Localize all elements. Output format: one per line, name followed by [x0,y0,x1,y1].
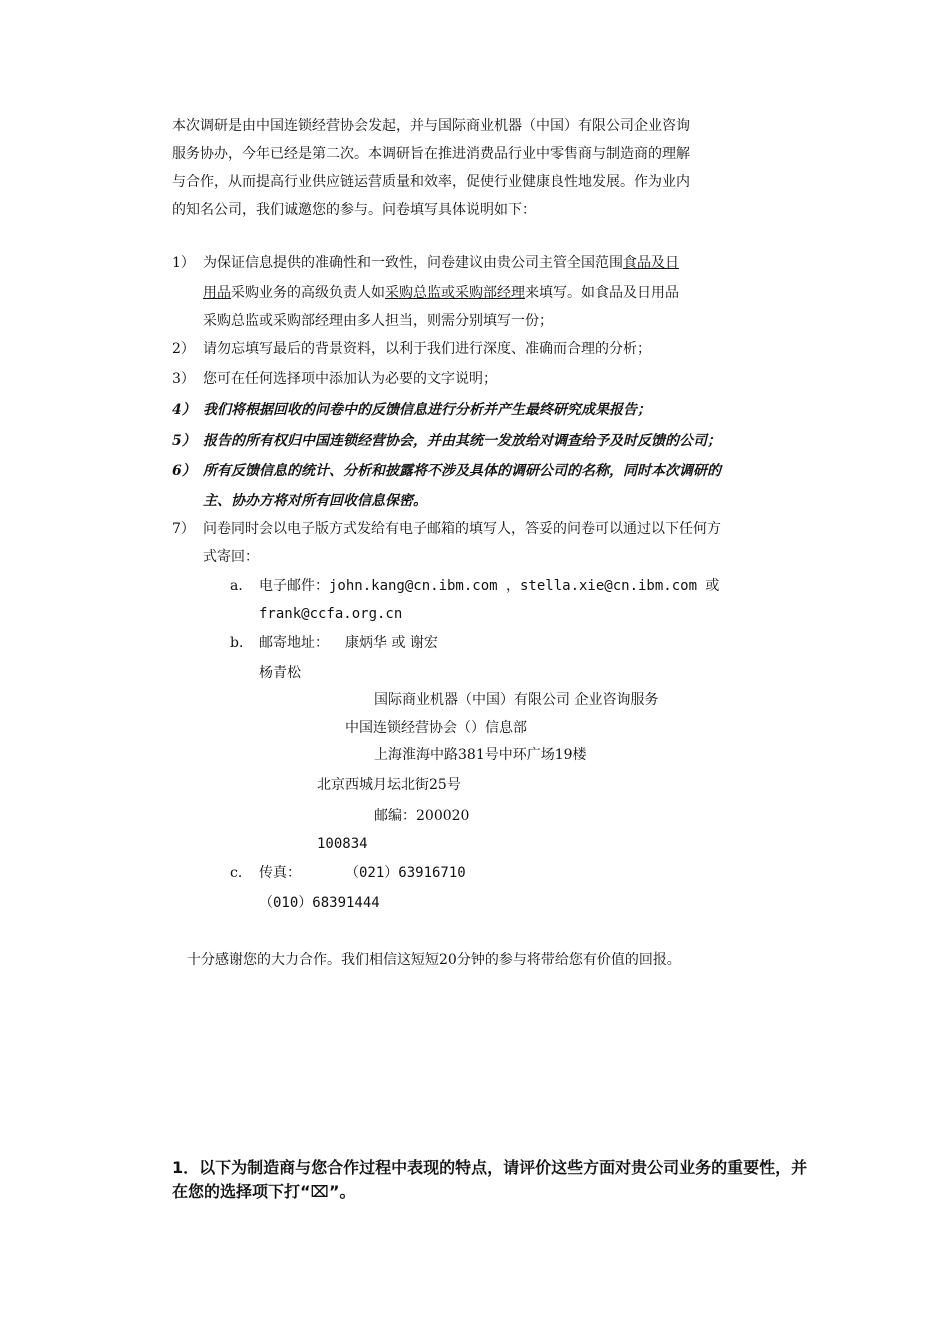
item-6-line-1: 所有反馈信息的统计、分析和披露将不涉及具体的调研公司的名称，同时本次调研的 [203,463,721,479]
question-1-title: 1．以下为制造商与您合作过程中表现的特点，请评价这些方面对贵公司业务的重要性，并在您的选择项下打“⌧”。 [172,1158,808,1201]
option-c-letter: c． [230,865,252,881]
mail-zip-1: 邮编：200020 [374,808,470,824]
item-7-number: 7） [172,521,195,537]
mail-names: 康炳华 或 谢宏 [345,635,438,651]
item-1-line-2: 用品采购业务的高级负责人如采购总监或采购部经理来填写。如食品及日用品 [203,285,679,301]
mail-zip-2: 100834 [317,836,368,852]
intro-line-2: 服务协办，今年已经是第二次。本调研旨在推进消费品行业中零售商与制造商的理解 [172,146,690,162]
email-row [259,576,719,596]
mail-org-2: 中国连锁经营协会（）信息部 [345,720,527,736]
item-2-number: 2） [172,341,195,357]
item-7-line-1: 问卷同时会以电子版方式发给有电子邮箱的填写人，答妥的问卷可以通过以下任何方 [203,521,721,537]
email-label: 电子邮件： [259,578,329,594]
email-address-2: frank@ccfa.org.cn [259,606,403,622]
option-a-letter: a． [230,578,253,594]
mail-org-1: 国际商业机器（中国）有限公司 企业咨询服务 [374,692,659,708]
intro-line-4: 的知名公司，我们诚邀您的参与。问卷填写具体说明如下： [172,202,536,218]
mail-label: 邮寄地址： [259,635,329,651]
item-3-text: 您可在任何选择项中添加认为必要的文字说明； [203,371,497,387]
thanks-text: 十分感谢您的大力合作。我们相信这短短20分钟的参与将带给您有价值的回报。 [187,952,681,968]
item-5-number: 5） [172,433,196,449]
item-4-number: 4） [172,402,196,418]
intro-line-1: 本次调研是由中国连锁经营协会发起，并与国际商业机器（中国）有限公司企业咨询 [172,118,690,134]
item-5-text: 报告的所有权归中国连锁经营协会，并由其统一发放给对调查给予及时反馈的公司； [203,433,721,449]
item-7-line-2: 式寄回： [203,549,259,565]
mail-name-2: 杨青松 [259,665,301,681]
item-6-number: 6） [172,463,196,479]
item-1-line-1: 为保证信息提供的准确性和一致性，问卷建议由贵公司主管全国范围食品及日 [203,255,679,271]
fax-number-1: （021）63916710 [345,865,466,881]
item-1-line-3: 采购总监或采购部经理由多人担当，则需分别填写一份； [203,313,553,329]
item-6-line-2: 主、协办方将对所有回收信息保密。 [203,493,427,509]
intro-line-3: 与合作，从而提高行业供应链运营质量和效率，促使行业健康良性地发展。作为业内 [172,174,690,190]
item-1-number: 1） [172,255,195,271]
item-2-text: 请勿忘填写最后的背景资料，以利于我们进行深度、准确而合理的分析； [203,341,651,357]
fax-number-2: （010）68391444 [259,895,380,911]
email-addresses: john.kang@cn.ibm.com ，stella.xie@cn.ibm.com 或 [329,578,720,594]
fax-label: 传真： [259,865,301,881]
item-3-number: 3） [172,371,195,387]
option-b-letter: b． [230,635,253,651]
mail-address-2: 北京西城月坛北街25号 [317,777,461,793]
mail-address-1: 上海淮海中路381号中环广场19楼 [374,747,587,763]
item-4-text: 我们将根据回收的问卷中的反馈信息进行分析并产生最终研究成果报告； [203,402,651,418]
